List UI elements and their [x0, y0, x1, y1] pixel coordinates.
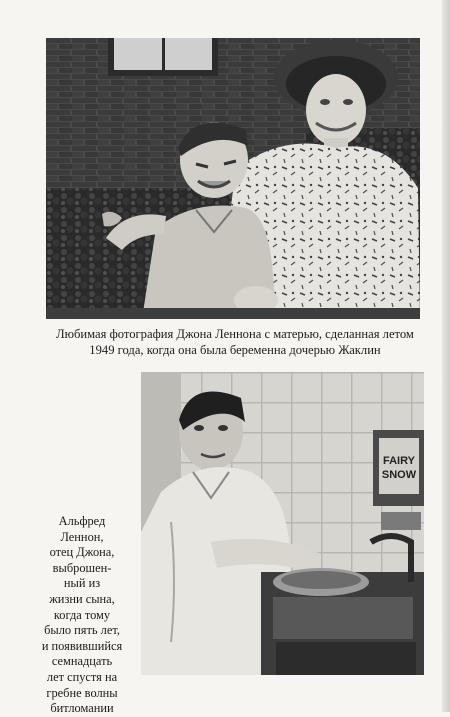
caption-line: семнадцать: [51, 654, 113, 669]
caption-line: и появившийся: [41, 638, 123, 653]
caption-line: ный из: [63, 576, 101, 591]
caption-line: отец Джона,: [49, 545, 115, 560]
caption-line: 1949 года, когда она была беременна дочерью Жаклин: [89, 343, 381, 357]
caption-line: выброшен-: [52, 560, 112, 575]
photo-bottom-caption: [28, 514, 136, 717]
photo-alfred-lennon: [141, 372, 424, 675]
caption-line: Леннон,: [60, 529, 104, 544]
caption-line: Альфред: [58, 514, 106, 528]
photo-top-caption: [46, 326, 424, 358]
caption-line: битломании: [50, 701, 114, 716]
caption-line: Любимая фотография Джона Леннона с матерью, сделанная летом: [56, 327, 414, 341]
caption-line: когда тому: [53, 607, 111, 622]
caption-line: гребне волны: [46, 685, 118, 700]
page-edge: [442, 0, 450, 712]
caption-line: лет спустя на: [46, 669, 118, 684]
sign-text-line-1: FAIRY: [383, 455, 415, 467]
caption-line: было пять лет,: [44, 623, 120, 638]
photo-lennon-with-mother: [46, 38, 420, 319]
caption-line: жизни сына,: [49, 591, 115, 606]
sign-text-line-2: SNOW: [381, 469, 417, 481]
